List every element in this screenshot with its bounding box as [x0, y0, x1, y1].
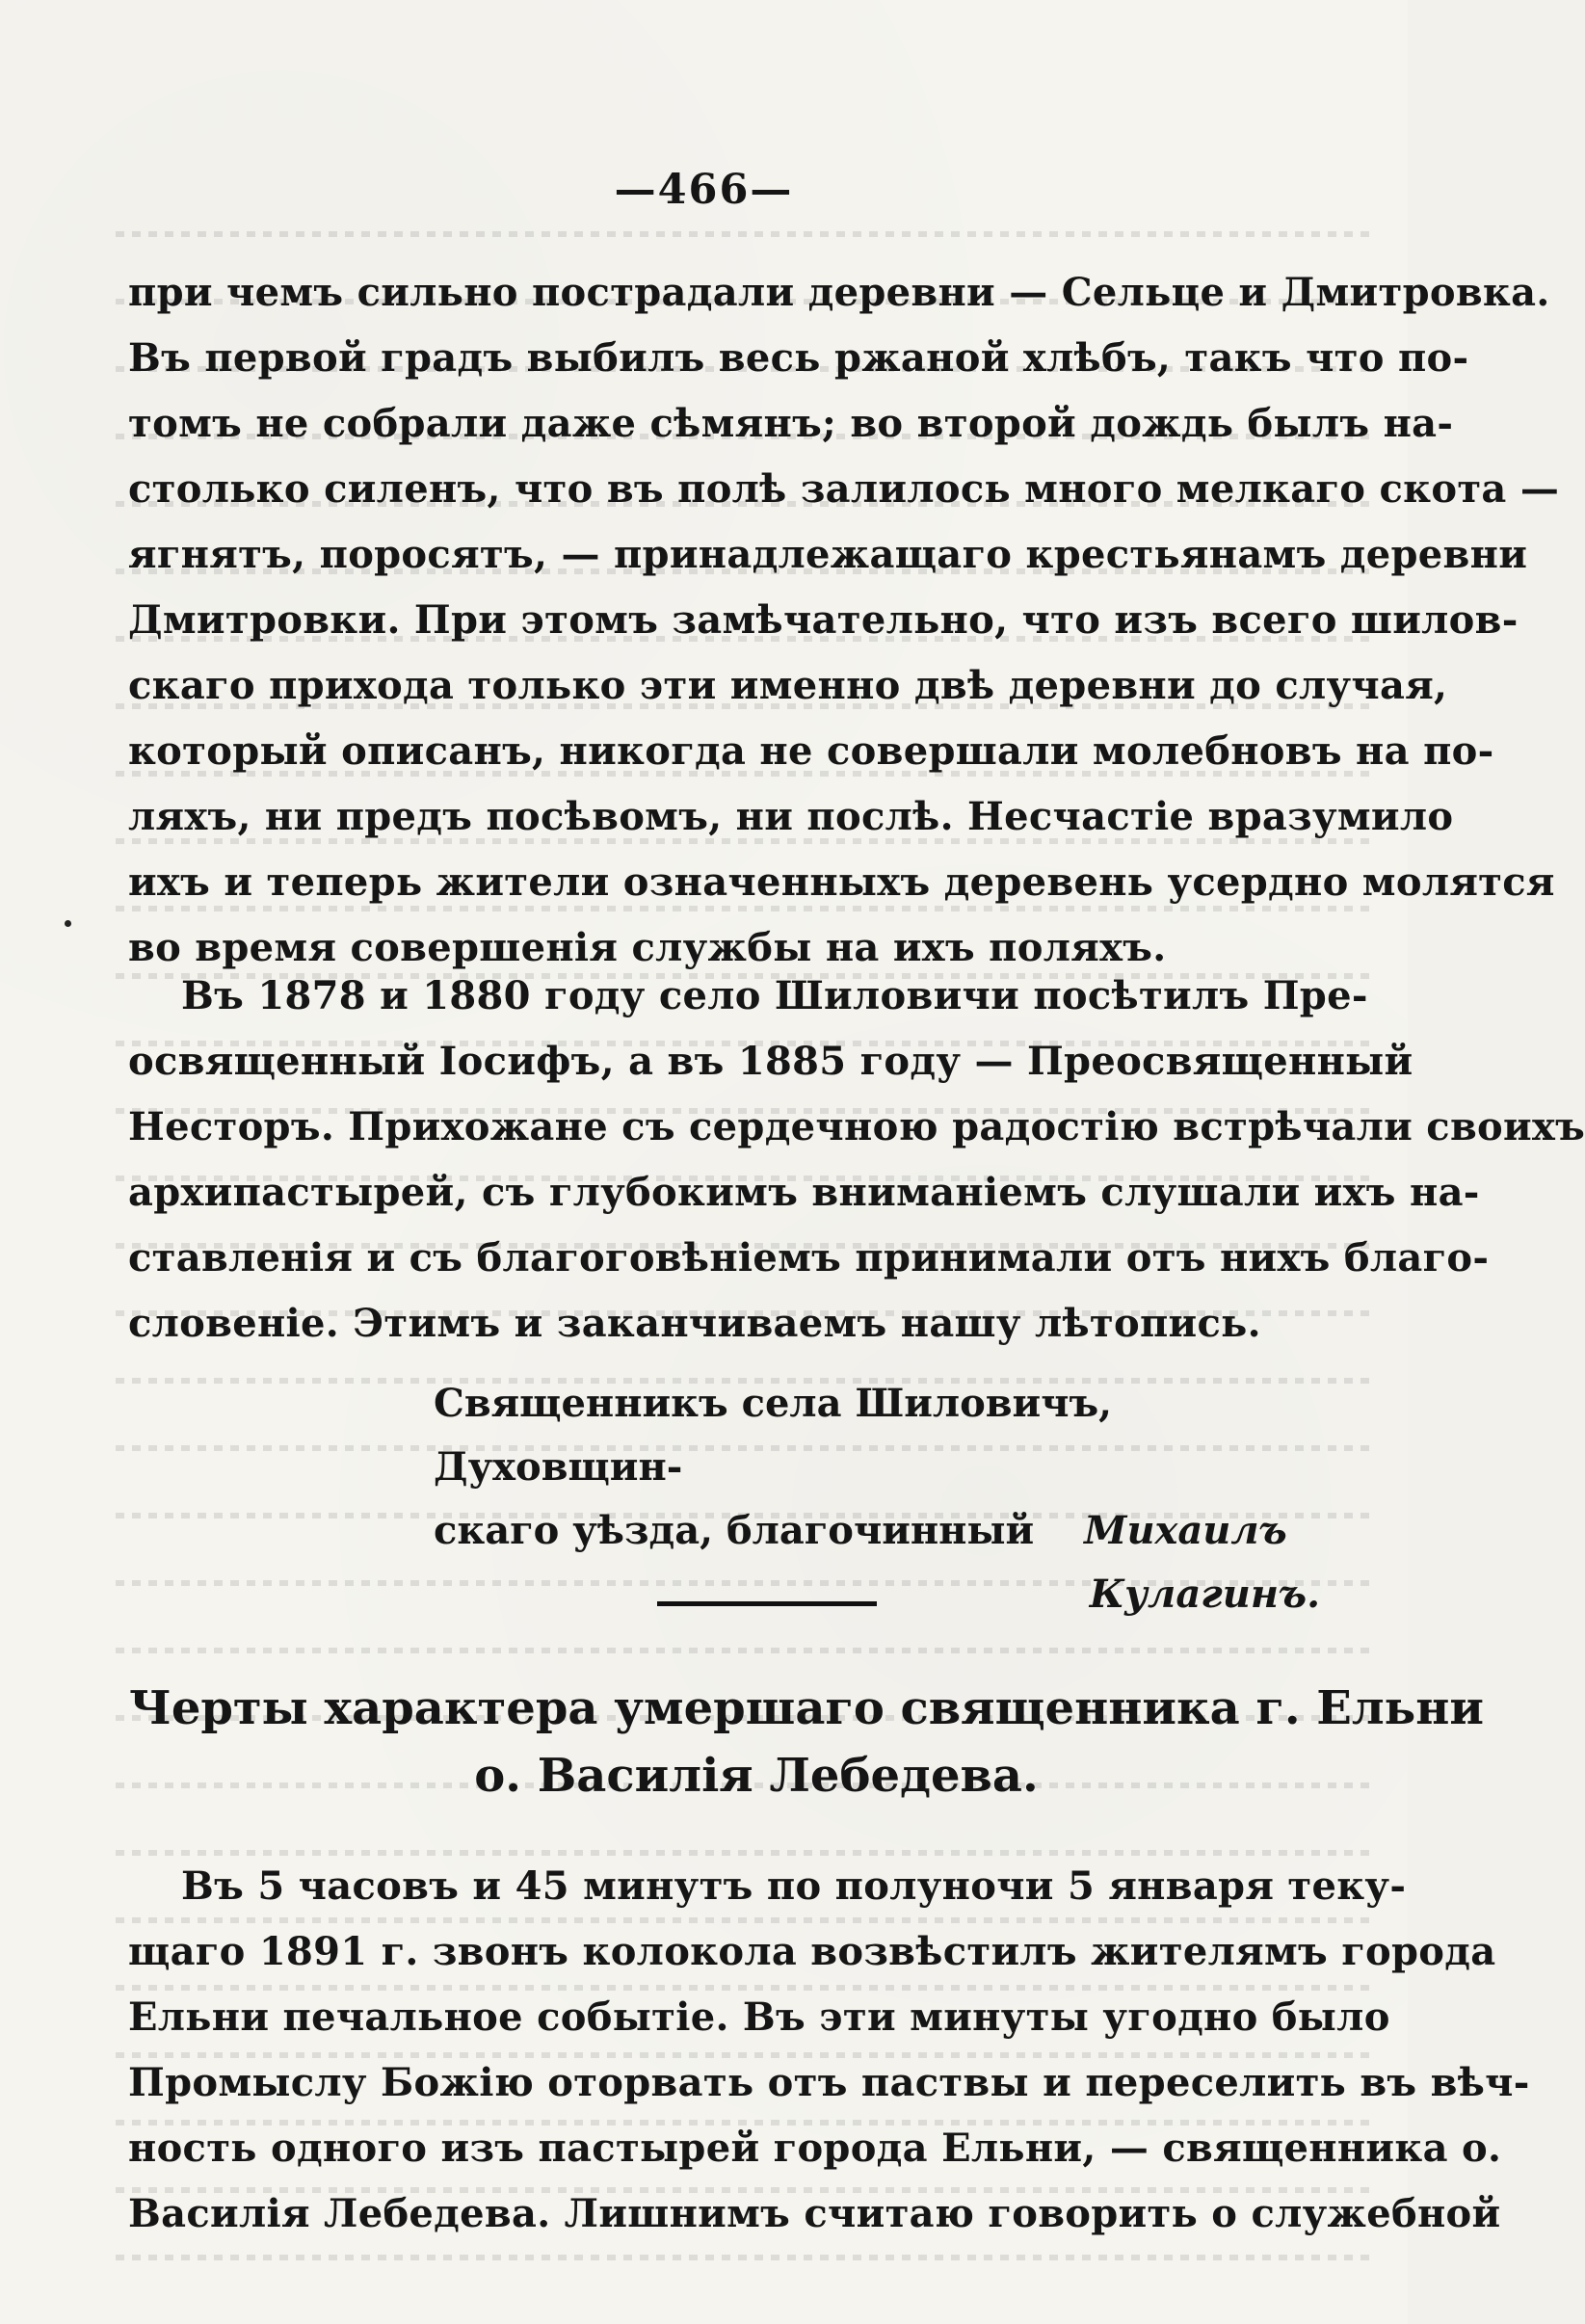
paragraph-line: освященный Іосифъ, а въ 1885 году — Преосвященный	[128, 1039, 1413, 1084]
paragraph-line: ность одного изъ пастырей города Ельни, — священника о.	[128, 2126, 1502, 2171]
signature-block	[434, 1372, 1330, 1626]
paragraph-line: ляхъ, ни предъ посѣвомъ, ни послѣ. Несчастіе вразумило	[128, 794, 1454, 839]
page-number: —466—	[614, 166, 794, 214]
paragraph-line: Ельни печальное событіе. Въ эти минуты угодно было	[128, 1994, 1390, 2040]
section-divider	[657, 1601, 877, 1606]
paragraph-line: ихъ и теперь жители означенныхъ деревень усердно молятся	[128, 859, 1555, 905]
paragraph-line: Василія Лебедева. Лишнимъ считаю говорить о служебной	[128, 2191, 1501, 2236]
signature-line-1: Священникъ села Шиловичъ, Духовщин-	[434, 1381, 1113, 1490]
paragraph-line: томъ не собрали даже сѣмянъ; во второй дождь былъ на-	[128, 401, 1454, 446]
paragraph-line: ягнятъ, поросятъ, — принадлежащаго крестьянамъ деревни	[128, 532, 1528, 577]
paragraph-line: столько силенъ, что въ полѣ залилось много мелкаго скота —	[128, 466, 1560, 512]
paragraph-line: Несторъ. Прихожане съ сердечною радостію встрѣчали своихъ	[128, 1104, 1585, 1149]
article-title-line-2: о. Василія Лебедева.	[474, 1749, 1039, 1803]
paragraph-line: Въ первой градъ выбилъ весь ржаной хлѣбъ, такъ что по-	[128, 335, 1469, 381]
paragraph-line: при чемъ сильно пострадали деревни — Сельце и Дмитровка.	[128, 270, 1550, 315]
paragraph-line: Дмитровки. При этомъ замѣчательно, что изъ всего шилов-	[128, 597, 1519, 643]
paragraph-line: архипастырей, съ глубокимъ вниманіемъ слушали ихъ на-	[128, 1170, 1480, 1215]
paragraph-line: во время совершенія службы на ихъ поляхъ.	[128, 925, 1167, 970]
article-paragraph	[128, 1854, 1530, 2247]
paragraph-line: Въ 5 часовъ и 45 минутъ по полуночи 5 января теку-	[181, 1863, 1407, 1909]
paragraph-line: ставленія и съ благоговѣніемъ принимали отъ нихъ благо-	[128, 1235, 1490, 1281]
signature-last-name: Кулагинъ.	[1089, 1571, 1320, 1617]
signature-first-name: Михаилъ	[1084, 1508, 1287, 1553]
margin-dot	[65, 920, 71, 927]
article-title	[129, 1675, 1484, 1809]
article-title-line-1: Черты характера умершаго священника г. Ельни	[129, 1681, 1484, 1735]
paragraph-line: словеніе. Этимъ и заканчиваемъ нашу лѣтопись.	[128, 1301, 1261, 1346]
second-paragraph	[128, 964, 1585, 1357]
signature-line-2	[434, 1499, 1330, 1563]
paragraph-line: который описанъ, никогда не совершали молебновъ на по-	[128, 728, 1494, 774]
paragraph-line: Въ 1878 и 1880 году село Шиловичи посѣтилъ Пре-	[181, 973, 1368, 1018]
paragraph-line: щаго 1891 г. звонъ колокола возвѣстилъ жителямъ города	[128, 1929, 1496, 1974]
paragraph-line: Промыслу Божію оторвать отъ паствы и переселить въ вѣч-	[128, 2060, 1530, 2105]
first-paragraph	[128, 260, 1560, 981]
signature-role: скаго уѣзда, благочинный	[434, 1508, 1035, 1553]
paragraph-line: скаго прихода только эти именно двѣ деревни до случая,	[128, 663, 1448, 708]
